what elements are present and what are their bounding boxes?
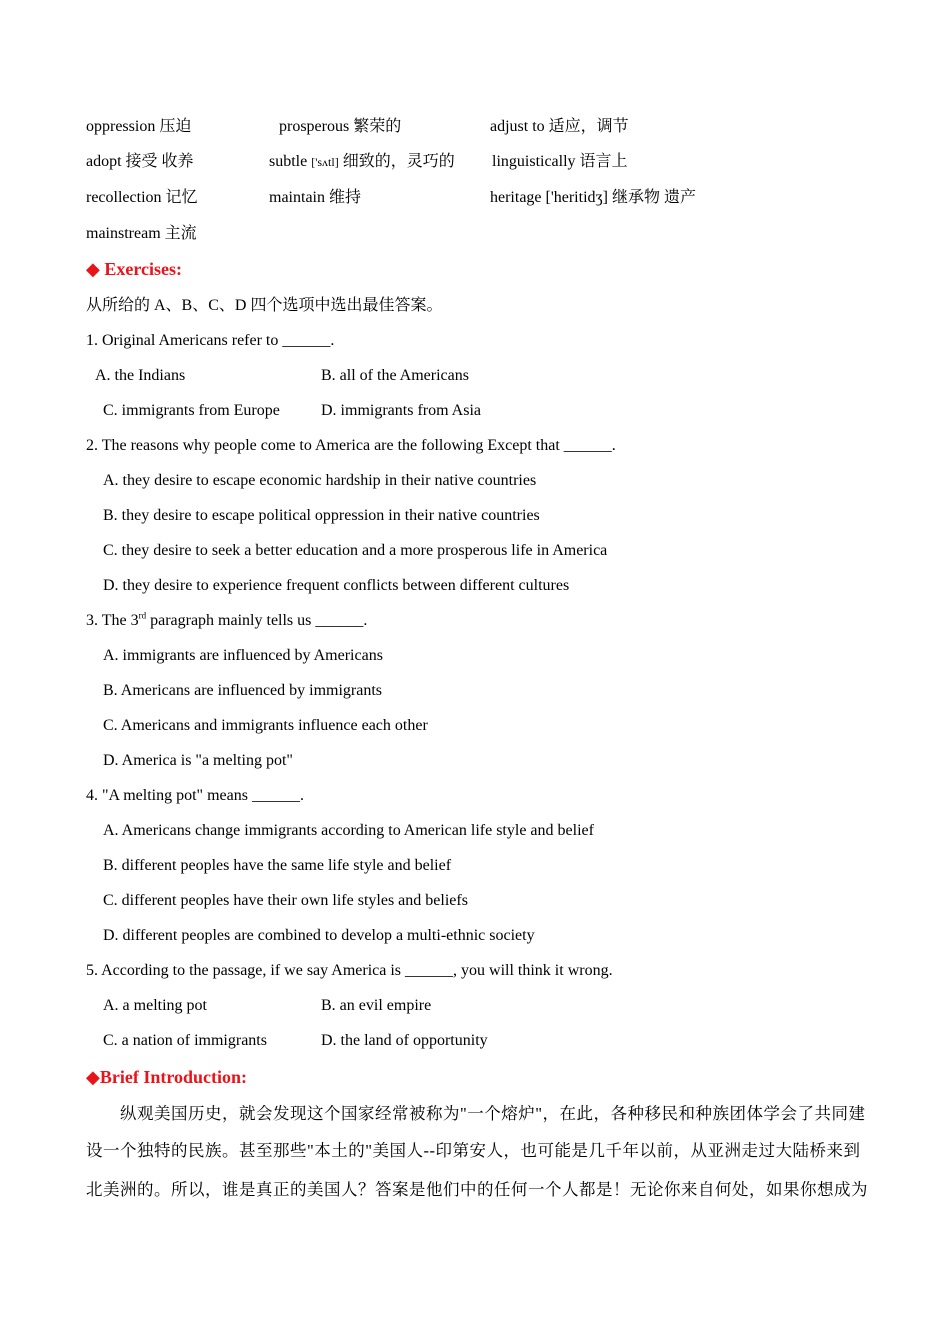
question-4-option-d: D. different peoples are combined to develop a multi-ethnic society — [103, 927, 535, 944]
brief-paragraph-line-1: 纵观美国历史，就会发现这个国家经常被称为"一个熔炉"，在此，各种移民和种族团体学会了共同建 — [120, 1104, 866, 1123]
question-2-option-d: D. they desire to experience frequent conflicts between different cultures — [103, 577, 570, 594]
question-1-stem: 1. Original Americans refer to ______. — [86, 332, 335, 349]
vocab-subtle-ipa: ['sʌtl] — [311, 155, 339, 169]
question-3-option-d: D. America is "a melting pot" — [103, 752, 293, 769]
question-3-stem — [86, 611, 367, 631]
question-2-option-c: C. they desire to seek a better education and a more prosperous life in America — [103, 542, 608, 559]
vocab-recollection: recollection 记忆 — [86, 189, 198, 206]
question-5-option-b: B. an evil empire — [321, 997, 432, 1014]
question-1-option-a: A. the Indians — [95, 367, 186, 384]
question-3-stem-pre: 3. The 3 — [86, 612, 139, 629]
vocab-heritage-meaning: 继承物 遗产 — [607, 189, 696, 206]
vocab-prosperous: prosperous 繁荣的 — [279, 118, 402, 135]
vocab-adjust: adjust to 适应，调节 — [490, 118, 629, 135]
question-4-stem: 4. "A melting pot" means ______. — [86, 787, 304, 804]
vocab-heritage-word: heritage — [490, 189, 546, 206]
question-4-option-c: C. different peoples have their own life styles and beliefs — [103, 892, 468, 909]
question-3-option-b: B. Americans are influenced by immigrants — [103, 682, 383, 699]
question-5-option-c: C. a nation of immigrants — [103, 1032, 267, 1049]
vocab-heritage-ipa: ['heritidʒ] — [545, 189, 608, 206]
question-3-stem-sup: rd — [138, 610, 147, 621]
question-5-option-a: A. a melting pot — [103, 997, 207, 1014]
vocab-subtle-meaning: 细致的，灵巧的 — [338, 153, 455, 170]
question-5-stem: 5. According to the passage, if we say America is ______, you will think it wrong. — [86, 962, 613, 979]
vocab-adopt: adopt 接受 收养 — [86, 153, 194, 170]
vocab-subtle — [269, 152, 455, 172]
question-2-option-a: A. they desire to escape economic hardship in their native countries — [103, 472, 537, 489]
question-2-option-b: B. they desire to escape political oppression in their native countries — [103, 507, 540, 524]
question-4-option-b: B. different peoples have the same life style and belief — [103, 857, 452, 874]
question-1-option-c: C. immigrants from Europe — [103, 402, 280, 419]
question-5-option-d: D. the land of opportunity — [321, 1032, 488, 1049]
vocab-maintain: maintain 维持 — [269, 189, 361, 206]
question-1-option-d: D. immigrants from Asia — [321, 402, 481, 419]
question-3-option-c: C. Americans and immigrants influence each other — [103, 717, 428, 734]
brief-paragraph-line-2: 设一个独特的民族。甚至那些"本土的"美国人--印第安人，也可能是几千年以前，从亚洲走过大陆桥来到 — [86, 1141, 861, 1160]
vocab-linguistically: linguistically 语言上 — [492, 153, 628, 170]
vocab-oppression: oppression 压迫 — [86, 118, 192, 135]
question-3-stem-post: paragraph mainly tells us ______. — [146, 612, 368, 629]
question-1-option-b: B. all of the Americans — [321, 367, 469, 384]
vocab-mainstream: mainstream 主流 — [86, 225, 197, 242]
brief-paragraph-line-3: 北美洲的。所以，谁是真正的美国人？答案是他们中的任何一个人都是！无论你来自何处，如果你想成为 — [86, 1180, 868, 1199]
exercises-instruction: 从所给的 A、B、C、D 四个选项中选出最佳答案。 — [86, 297, 443, 314]
question-2-stem: 2. The reasons why people come to America are the following Except that ______. — [86, 437, 616, 454]
exercises-heading: ◆ Exercises: — [86, 259, 182, 279]
question-3-option-a: A. immigrants are influenced by Americans — [103, 647, 383, 664]
question-4-option-a: A. Americans change immigrants according to American life style and belief — [103, 822, 594, 839]
vocab-subtle-word: subtle — [269, 153, 312, 170]
brief-heading: ◆Brief Introduction: — [86, 1067, 248, 1087]
vocab-heritage — [490, 188, 696, 208]
